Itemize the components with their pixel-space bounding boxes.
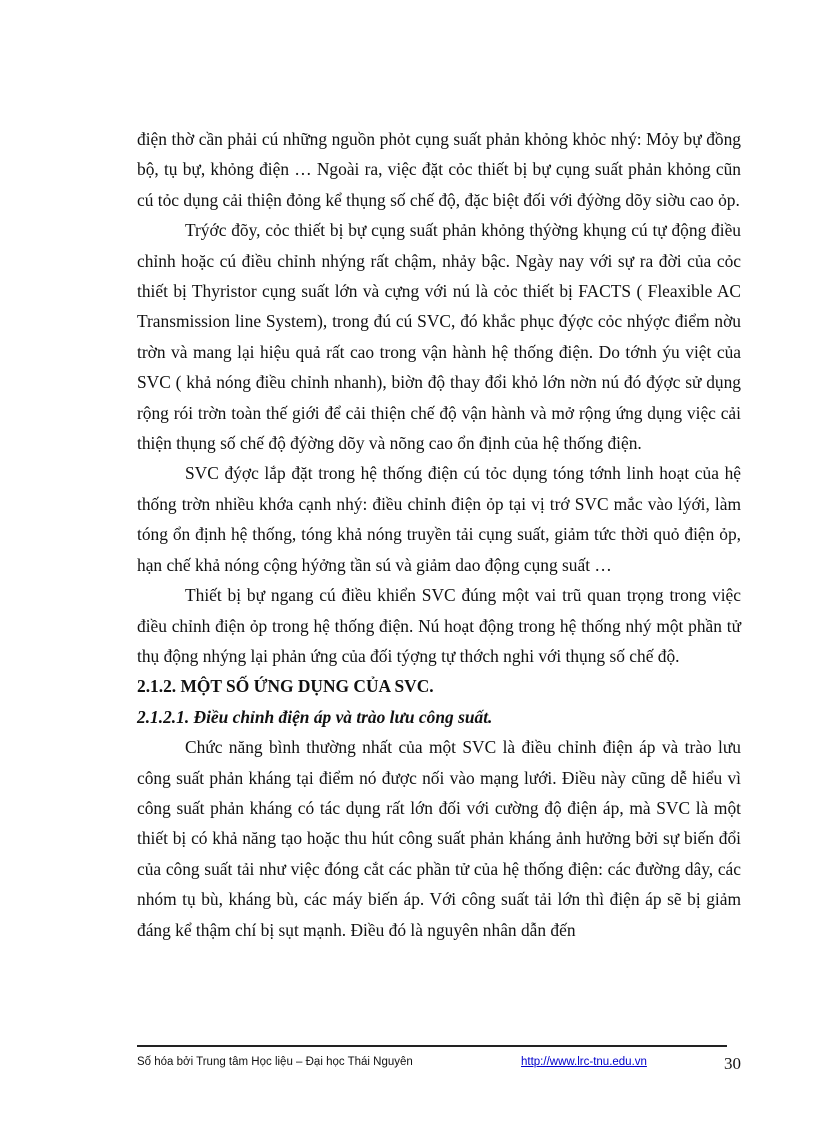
footer-divider <box>137 1045 727 1047</box>
page-footer <box>137 1054 741 1078</box>
paragraph-voltage-regulation: Chức năng bình thường nhất của một SVC là điều chỉnh điện áp và trào lưu công suất phản kháng tại điểm nó được nối vào mạng lưới. Điều này cũng dễ hiểu vì công suất phản kháng có tác dụng rất lớn đối với cường độ điện áp, mà SVC là một thiết bị có khả năng tạo hoặc thu hút công suất phản kháng ảnh hưởng bởi sự biến đổi của công suất tải như việc đóng cắt các phần tử của hệ thống điện: các đường dây, các nhóm tụ bù, kháng bù, các máy biến áp. Với công suất tải lớn thì điện áp sẽ bị giảm đáng kể thậm chí bị sụt mạnh. Điều đó là nguyên nhân dẫn đến <box>137 737 741 940</box>
paragraph-svc-history: Trýớc đõy, cỏc thiết bị bự cụng suất phản khỏng thýờng khụng cú tự động điều chỉnh hoặc cú điều chỉnh nhýng rất chậm, nhảy bậc. Ngày nay với sự ra đời của cỏc thiết bị Thyristor cụng suất lớn và cựng với nú là cỏc thiết bị FACTS ( Fleaxible AC Transmission line System), trong đú cú SVC, đó khắc phục đýợc cỏc nhýợc điểm nờu trờn và mang lại hiệu quả rất cao trong vận hành hệ thống điện. Do tớnh ýu việt của SVC ( khả nóng điều chỉnh nhanh), biờn độ thay đổi khỏ lớn nờn nú đó đýợc sử dụng rộng rói trờn toàn thế giới để cải thiện chế độ vận hành và mở rộng ứng dụng việc cải thiện thụng số chế độ đýờng dõy và nõng cao ổn định của hệ thống điện. <box>137 220 741 454</box>
section-heading: 2.1.2. MỘT SỐ ỨNG DỤNG CỦA SVC. <box>137 676 434 697</box>
footer-link[interactable]: http://www.lrc-tnu.edu.vn <box>521 1056 647 1068</box>
body-text <box>137 124 741 945</box>
paragraph-svc-effects: SVC đýợc lắp đặt trong hệ thống điện cú tỏc dụng tóng tớnh linh hoạt của hệ thống trờn nhiều khớa cạnh nhý: điều chỉnh điện ỏp tại vị trớ SVC mắc vào lýới, làm tóng ổn định hệ thống, tóng khả nóng truyền tải cụng suất, giảm tức thời quỏ điện ỏp, hạn chế khả nóng cộng hýởng tần sú và giảm dao động cụng suất … <box>137 463 741 575</box>
subsection-heading: 2.1.2.1. Điều chỉnh điện áp và trào lưu công suất. <box>137 706 493 727</box>
paragraph-continuation: điện thờ cần phải cú những nguồn phỏt cụng suất phản khỏng khỏc nhý: Mỏy bự đồng bộ, tụ bự, khỏng điện … Ngoài ra, việc đặt cỏc thiết bị bự cụng suất phản khỏng cũn cú tỏc dụng cải thiện đỏng kể thụng số chế độ, đặc biệt đối với đýờng dõy siờu cao ỏp. <box>137 129 741 210</box>
footer-credit: Số hóa bởi Trung tâm Học liệu – Đại học Thái Nguyên <box>137 1056 413 1068</box>
paragraph-svc-role: Thiết bị bự ngang cú điều khiển SVC đúng một vai trũ quan trọng trong việc điều chỉnh điện ỏp trong hệ thống điện. Nú hoạt động trong hệ thống nhý một phần tử thụ động nhýng lại phản ứng của đối týợng tự thớch nghi với thụng số chế độ. <box>137 585 741 666</box>
page-number: 30 <box>724 1054 741 1073</box>
